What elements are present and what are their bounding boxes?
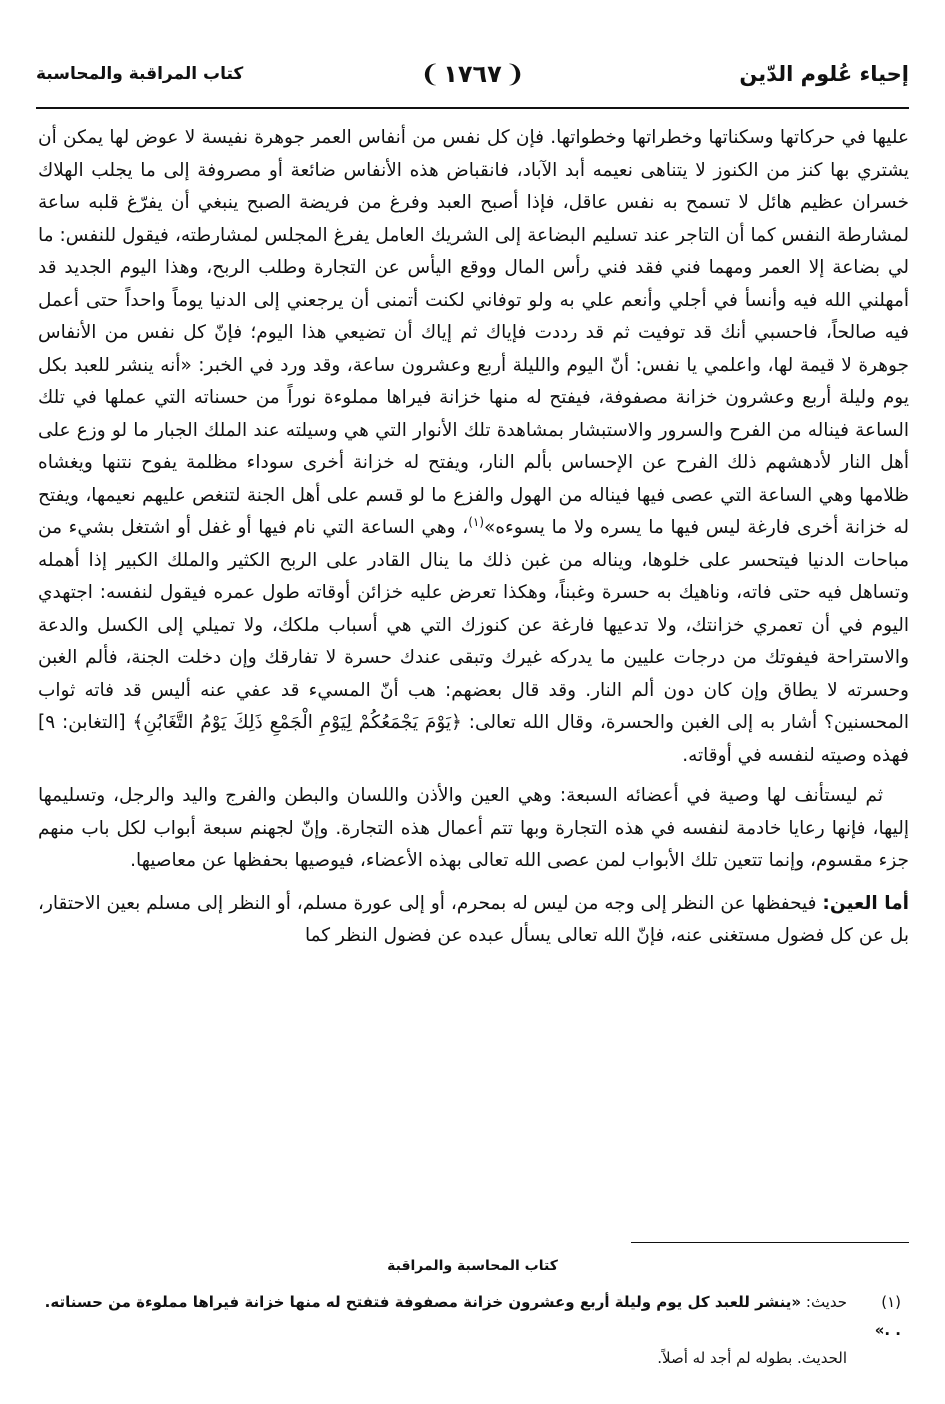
right-ornament-icon: ❩ — [420, 60, 441, 88]
paragraph-1-continued: ، وهي الساعة التي نام فيها أو غفل أو اشتغل بشيء من مباحات الدنيا فيتحسر على خلوها، ويناله من غبن ذلك ما ينال القادر على الربح الكثير والملك الكبير إذا أهمله وتساهل فيه حتى فاته، وناهيك به حسرة وغبناً، وهكذا تعرض عليه خزائن أوقاته طول عمره فيقول لنفسه: اجتهدي اليوم في أن تعمري خزانتك، ولا تدعيها فارغة عن كنوزك التي هي أسباب ملكك، ولا تميلي إلى الكسل والدعة والاستراحة فيفوتك من درجات عليين ما يدركه غيرك وتبقى عندك حسرة لا تفارقك وإن دخلت الجنة، فألم الغبن وحسرته لا يطاق وإن كان دون ألم النار. وقد قال بعضهم: هب أنّ المسيء قد عفي عنه أليس قد فاته ثواب المحسنين؟ أشار به إلى الغبن والحسرة، وقال الله تعالى: — [38, 517, 909, 733]
footer-book-label: كتاب المحاسبة والمراقبة — [387, 1258, 558, 1274]
page-number: ١٧٦٧ — [443, 60, 502, 88]
page-header — [36, 58, 909, 100]
book-title: إحياء عُلوم الدّين — [739, 62, 909, 86]
header-divider — [36, 107, 909, 109]
footnote — [44, 1288, 901, 1372]
left-ornament-icon: ❨ — [504, 60, 525, 88]
paragraph-1-text: عليها في حركاتها وسكناتها وخطراتها وخطواتها. فإن كل نفس من أنفاس العمر جوهرة نفيسة لا عوض لها يمكن أن يشتري بها كنز من الكنوز لا يتناهى نعيمه أبد الآباد، فانقباض هذه الأنفاس ضائعة أو مصروفة إلى ما يجلب الهلاك خسران عظيم هائل لا تسمح به نفس عاقل، فإذا أصبح العبد وفرغ من فريضة الصبح ينبغي أن يفرّغ قلبه ساعة لمشارطة النفس كما أن التاجر عند تسليم البضاعة إلى الشريك العامل يفرغ المجلس لمشارطته، فيقول للنفس: ما لي بضاعة إلا العمر ومهما فني فقد فني رأس المال ووقع اليأس عن التجارة وطلب الربح، وهذا اليوم الجديد قد أمهلني الله فيه وأنسأ في أجلي وأنعم علي به ولو توفاني لكنت أتمنى أن يرجعني إلى الدنيا يوماً واحداً حتى أعمل فيه صالحاً، فاحسبي أنك قد توفيت ثم قد رددت فإياك ثم إياك أن تضيعي هذا اليوم؛ فإنّ كل نفس من الأنفاس جوهرة لا قيمة لها، واعلمي يا نفس: أنّ اليوم والليلة أربع وعشرون ساعة، وقد ورد في الخبر: «أنه ينشر للعبد بكل يوم وليلة أربع وعشرون خزانة مصفوفة، فيفتح له منها خزانة فيراها مملوءة نوراً من حسناته التي عملها في تلك الساعة فيناله من الفرح والسرور والاستبشار بمشاهدة تلك الأنوار التي هي وسيلته عند الملك الجبار ما لو وزع على أهل النار لأدهشهم ذلك الفرح عن الإحساس بألم النار، ويفتح له خزانة أخرى سوداء مظلمة يفوح نتنها ويغشاه ظلامها وهي الساعة التي عصى فيها فيناله من الهول والفزع ما لو قسم على أهل الجنة لتنغص عليهم نعيمها، ويفتح له خزانة أخرى فارغة ليس فيها ما يسره ولا ما يسوءه» — [38, 127, 909, 538]
footnote-number: (١) — [881, 1293, 901, 1311]
section-title: كتاب المراقبة والمحاسبة — [36, 64, 244, 84]
footnote-line-1 — [44, 1288, 901, 1344]
quran-verse: ﴿يَوْمَ يَجْمَعُكُمْ لِيَوْمِ الْجَمْعِ ذَلِكَ يَوْمُ التَّغَابُنِ﴾ — [132, 712, 462, 733]
paragraph-3-heading: أما العين: — [822, 892, 909, 914]
footnote-prefix: حديث: — [801, 1293, 847, 1311]
paragraph-1 — [38, 122, 909, 772]
footnote-quote: «ينشر للعبد كل يوم وليلة أربع وعشرون خزانة مصفوفة فتفتح له منها خزانة فيراها مملوءة من حسناته. . .» — [44, 1293, 901, 1339]
paragraph-2-text: ثم ليستأنف لها وصية في أعضائه السبعة: وهي العين والأذن واللسان والبطن والفرج واليد والرجل، وتسليمها إليها، فإنها رعايا خادمة لنفسه في هذه التجارة وبها تتم أعمال هذه التجارة. وإنّ لجهنم سبعة أبواب لكل باب منهم جزء مقسوم، وإنما تتعين تلك الأبواب لمن عصى الله تعالى بهذه الأعضاء، فيوصيها بحفظها عن معاصيها. — [38, 785, 909, 871]
paragraph-3-text: فيحفظها عن النظر إلى وجه من ليس له بمحرم، أو إلى عورة مسلم، أو النظر إلى مسلم بعين الاحتقار، بل عن كل فضول مستغنى عنه، فإنّ الله تعالى يسأل عبده عن فضول النظر كما — [38, 892, 909, 946]
paragraph-1-end: فهذه وصيته لنفسه في أوقاته. — [682, 744, 909, 766]
paragraph-2 — [38, 780, 909, 878]
footnote-line-2: الحديث. بطوله لم أجد له أصلاً. — [657, 1349, 847, 1367]
paragraph-3 — [38, 888, 909, 953]
main-text — [38, 122, 909, 953]
footnote-divider — [631, 1242, 909, 1243]
page-number-block — [417, 60, 528, 88]
footnote-reference: (١) — [468, 514, 485, 529]
quran-citation: [التغابن: ٩] — [38, 712, 126, 733]
